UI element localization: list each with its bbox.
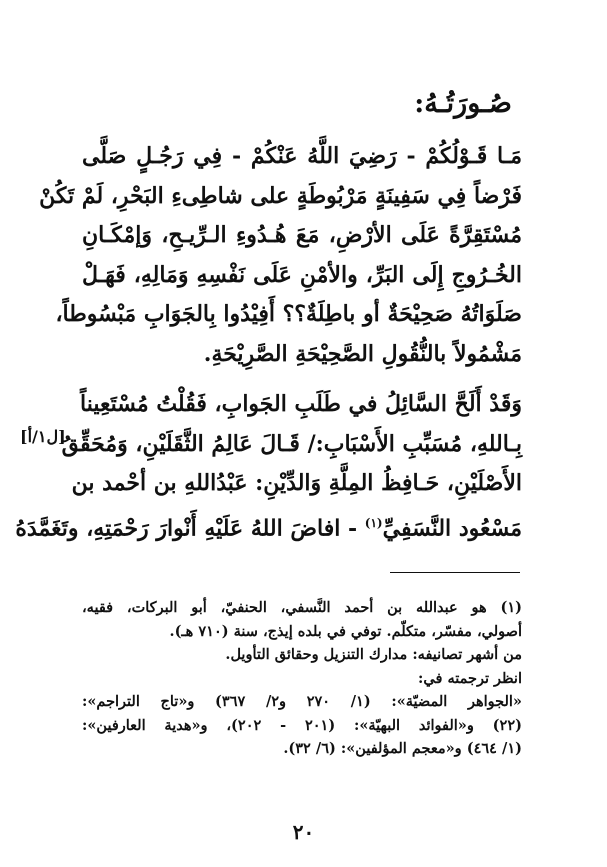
text-line: فَرْضاً فِي سَفِينَةٍ مَرْبُوطَةٍ على شاطِىءِ البَحْرِ، لَمْ تَكُنْ — [39, 182, 522, 209]
manuscript-folio-marker: [ل١/أ] — [20, 427, 66, 446]
author-name: مَسْعُود النَّسَفِيِّ — [382, 514, 522, 541]
footnote-line: (١/ ٤٦٤) و«معجم المؤلفين»: (٦/ ٣٢). — [283, 740, 522, 757]
footnote-line: (١) هو عبدالله بن أحمد النَّسفي، الحنفيّ، أبو البركات، فقيه، — [82, 599, 522, 616]
text-line-continuation: - افاضَ اللهُ عَلَيْهِ أَنْوارَ رَحْمَتِهِ، وتَغَمَّدَهُ — [15, 514, 365, 541]
text-line: صَلَوَاتُهُ صَحِيْحَةٌ أو باطِلَةٌ؟؟ أَفِيْدُوا بِالجَوَابِ مَبْسُوطاً، — [55, 301, 522, 327]
footnote-line: أصولي، مفسّر، متكلّم. توفي في بلده إيذج، سنة (٧١٠ هـ). — [169, 622, 522, 640]
text-line: مَشْمُولاً بالنُّقُولِ الصَّحِيْحَةِ الصَّرِيْحَةِ. — [203, 340, 522, 367]
text-line: وَقَدْ أَلَحَّ السَّائِلُ في طَلَبِ الجَوابِ، فَقُلْتُ مُسْتَعِيناً — [80, 391, 522, 417]
footnote-line: «الجواهر المضيّة»: (١/ ٢٧٠ و٢/ ٣٦٧) و«تاج التراجم»: — [82, 693, 522, 710]
footnote-line: من أشهر تصانيفه: مدارك التنزيل وحقائق التأويل. — [225, 646, 522, 663]
section-heading: صُـورَتُـهُ: — [414, 88, 512, 119]
text-line: الأَصْلَيْنِ، حَـافِظُ المِلَّةِ وَالدِّيْنِ: عَبْدُاللهِ بن أحْمد بن — [71, 470, 522, 496]
question-paragraph — [39, 137, 522, 374]
footnote-line: انظر ترجمته في: — [418, 669, 522, 687]
text-line: الخُـرُوجِ إِلَى البَرِّ، والأمْنِ عَلَى نَفْسِهِ وَمَالِهِ، فَهَـلْ — [82, 261, 522, 288]
footnote-separator — [390, 572, 520, 573]
page-number: ٢٠ — [292, 820, 315, 844]
footnote-line: (٢٢) و«الفوائد البهيّة»: (٢٠١ - ٢٠٢)، و«هدية العارفين»: — [82, 716, 522, 734]
text-line: مَـا قَـوْلُكُمْ - رَضِيَ اللَّهُ عَنْكُمْ - فِي رَجُـلٍ صَلَّى — [82, 143, 522, 169]
text-line: مُسْتَقِرَّةً عَلَى الأرْضِ، مَعَ هُـدُوءِ الـرِّيـحِ، وَإمْكَـانِ — [82, 222, 522, 248]
footnotes — [82, 596, 522, 761]
text-line — [15, 504, 522, 549]
footnote-reference[interactable]: (١) — [364, 515, 383, 530]
text-line: بِـاللهِ، مُسَبِّبِ الأَسْبَابِ:/ قَـالَ عَالِمُ الثَّقَلَيْنِ، وَمُحَقِّقُ — [61, 430, 522, 457]
